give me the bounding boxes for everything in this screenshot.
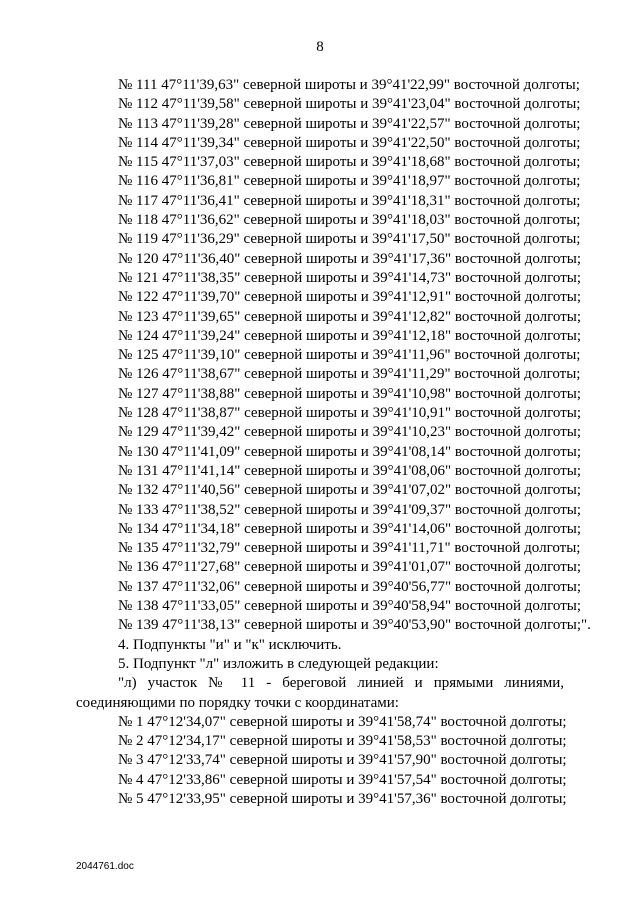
coordinate-line: № 139 47°11'38,13" северной широты и 39°40'53,90" восточной долготы;". <box>118 617 591 634</box>
coordinate-line: № 136 47°11'27,68" северной широты и 39°41'01,07" восточной долготы; <box>118 559 582 576</box>
coordinate-line: № 112 47°11'39,58" северной широты и 39°41'23,04" восточной долготы; <box>118 96 581 113</box>
coordinate-line: № 3 47°12'33,74" северной широты и 39°41'57,90" восточной долготы; <box>118 752 567 769</box>
coordinate-line: № 116 47°11'36,81" северной широты и 39°41'18,97" восточной долготы; <box>118 173 581 190</box>
coordinate-line: № 5 47°12'33,95" северной широты и 39°41'57,36" восточной долготы; <box>118 790 567 807</box>
coordinate-line: № 137 47°11'32,06" северной широты и 39°40'56,77" восточной долготы; <box>118 578 582 595</box>
document-body <box>76 76 591 809</box>
coordinate-line: № 118 47°11'36,62" северной широты и 39°41'18,03" восточной долготы; <box>118 212 581 229</box>
coordinate-line: № 132 47°11'40,56" северной широты и 39°41'07,02" восточной долготы; <box>118 482 582 499</box>
coordinate-line: № 120 47°11'36,40" северной широты и 39°41'17,36" восточной долготы; <box>118 250 582 267</box>
footer-filename: 2044761.doc <box>76 861 134 872</box>
item-5-paragraph: 5. Подпункт "л" изложить в следующей редакции: <box>118 655 439 672</box>
coordinate-line: № 128 47°11'38,87" северной широты и 39°41'10,91" восточной долготы; <box>118 405 582 422</box>
coordinate-line: № 133 47°11'38,52" северной широты и 39°41'09,37" восточной долготы; <box>118 501 582 518</box>
subitem-l-continuation: соединяющими по порядку точки с координатами: <box>76 694 399 711</box>
coordinate-line: № 4 47°12'33,86" северной широты и 39°41'57,54" восточной долготы; <box>118 771 567 788</box>
page-number: 8 <box>316 39 324 55</box>
coordinate-line: № 127 47°11'38,88" северной широты и 39°41'10,98" восточной долготы; <box>118 385 582 402</box>
coordinate-line: № 134 47°11'34,18" северной широты и 39°41'14,06" восточной долготы; <box>118 520 582 537</box>
coordinate-line: № 131 47°11'41,14" северной широты и 39°41'08,06" восточной долготы; <box>118 462 582 479</box>
coordinate-line: № 119 47°11'36,29" северной широты и 39°41'17,50" восточной долготы; <box>118 231 581 248</box>
coordinates-list-b <box>76 713 567 809</box>
item-4-paragraph: 4. Подпункты "и" и "к" исключить. <box>118 636 342 653</box>
coordinate-line: № 129 47°11'39,42" северной широты и 39°41'10,23" восточной долготы; <box>118 424 582 441</box>
coordinate-line: № 2 47°12'34,17" северной широты и 39°41'58,53" восточной долготы; <box>118 733 567 750</box>
coordinate-line: № 113 47°11'39,28" северной широты и 39°41'22,57" восточной долготы; <box>118 115 581 132</box>
coordinates-list-a <box>76 76 591 636</box>
coordinate-line: № 121 47°11'38,35" северной широты и 39°41'14,73" восточной долготы; <box>118 269 582 286</box>
coordinate-line: № 111 47°11'39,63" северной широты и 39°41'22,99" восточной долготы; <box>118 77 580 93</box>
coordinate-line: № 124 47°11'39,24" северной широты и 39°41'12,18" восточной долготы; <box>118 327 582 344</box>
coordinate-line: № 130 47°11'41,09" северной широты и 39°41'08,14" восточной долготы; <box>118 443 582 460</box>
coordinate-line: № 117 47°11'36,41" северной широты и 39°41'18,31" восточной долготы; <box>118 192 581 209</box>
coordinate-line: № 138 47°11'33,05" северной широты и 39°40'58,94" восточной долготы; <box>118 598 582 615</box>
coordinate-line: № 135 47°11'32,79" северной широты и 39°41'11,71" восточной долготы; <box>118 540 581 557</box>
subitem-l-paragraph: "л) участок № 11 - береговой линией и прямыми линиями, <box>118 675 564 692</box>
coordinate-line: № 125 47°11'39,10" северной широты и 39°41'11,96" восточной долготы; <box>118 347 581 364</box>
coordinate-line: № 126 47°11'38,67" северной широты и 39°41'11,29" восточной долготы; <box>118 366 581 383</box>
coordinate-line: № 114 47°11'39,34" северной широты и 39°41'22,50" восточной долготы; <box>118 134 581 151</box>
coordinate-line: № 115 47°11'37,03" северной широты и 39°41'18,68" восточной долготы; <box>118 154 581 171</box>
coordinate-line: № 122 47°11'39,70" северной широты и 39°41'12,91" восточной долготы; <box>118 289 582 306</box>
coordinate-line: № 1 47°12'34,07" северной широты и 39°41'58,74" восточной долготы; <box>118 713 567 730</box>
coordinate-line: № 123 47°11'39,65" северной широты и 39°41'12,82" восточной долготы; <box>118 308 582 325</box>
